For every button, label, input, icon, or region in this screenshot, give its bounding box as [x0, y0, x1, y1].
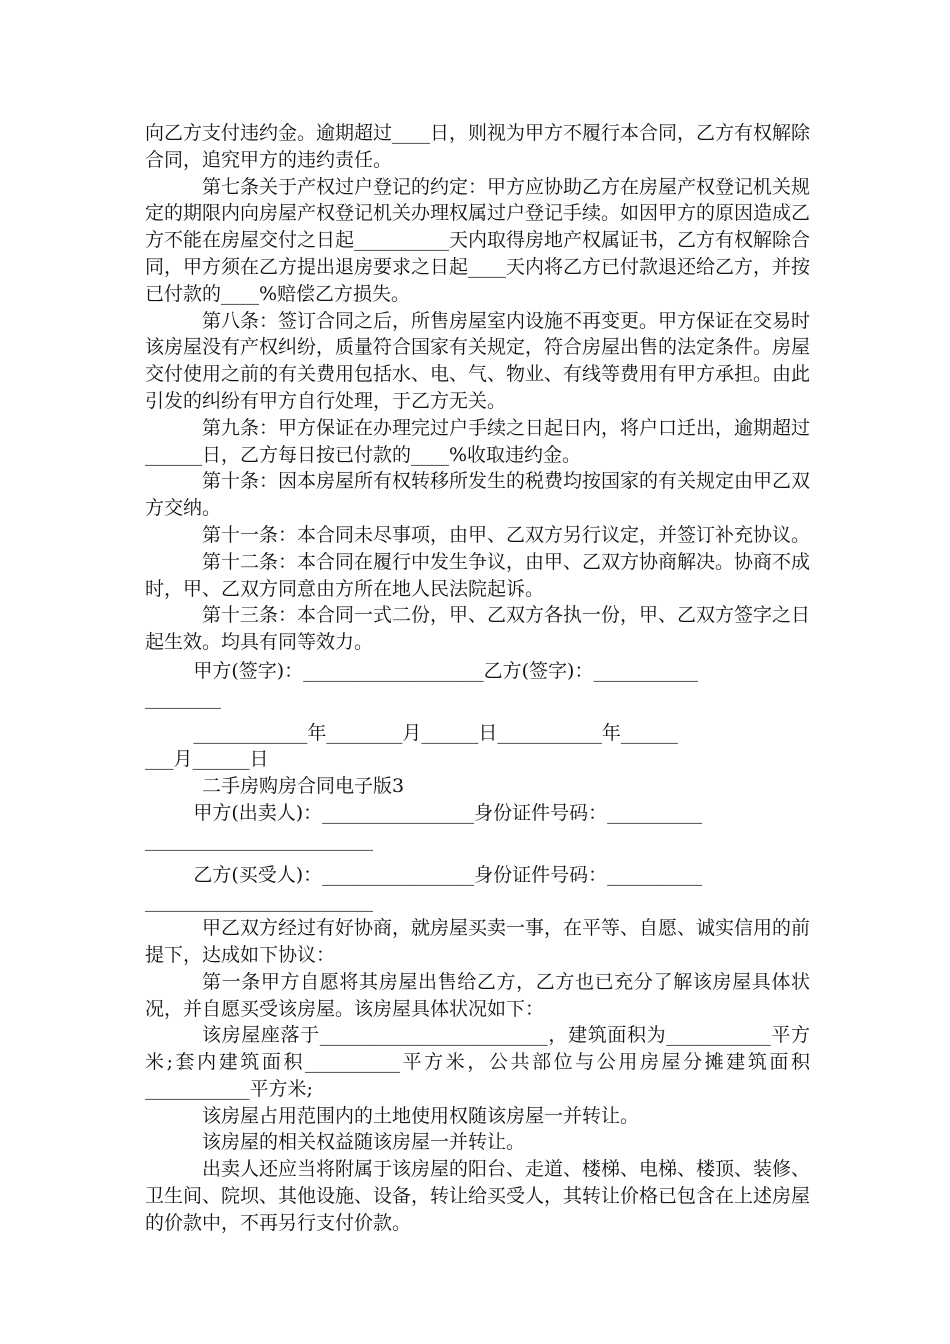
paragraph: 第十二条：本合同在履行中发生争议，由甲、乙双方协商解决。协商不成时，甲、乙双方同意由方所在地人民法院起诉。	[145, 550, 811, 600]
paragraph: 第十条：因本房屋所有权转移所发生的税费均按国家的有关规定由甲乙双方交纳。	[145, 470, 811, 520]
paragraph: 第十一条：本合同未尽事项，由甲、乙双方另行议定，并签订补充协议。	[202, 523, 811, 546]
section-title: 二手房购房合同电子版3	[202, 775, 405, 798]
paragraph: 该房屋占用范围内的土地使用权随该房屋一并转让。	[202, 1104, 640, 1127]
paragraph: 第十三条：本合同一式二份，甲、乙双方各执一份，甲、乙双方签字之日起生效。均具有同等效力。	[145, 604, 811, 654]
paragraph: 甲乙双方经过有好协商，就房屋买卖一事，在平等、自愿、诚实信用的前提下，达成如下协议：	[145, 917, 811, 966]
paragraph: 第七条关于产权过户登记的约定：甲方应协助乙方在房屋产权登记机关规定的期限内向房屋产权登记机关办理权属过户登记手续。如因甲方的原因造成乙方不能在房屋交付之日起__________天内取得房地产权属证书，乙方有权解除合同，甲方须在乙方提出退房要求之日起____天内将乙方已付款退还给乙方，并按已付款的____%赔偿乙方损失。	[145, 175, 811, 305]
paragraph: 第九条：甲方保证在办理完过户手续之日起日内，将户口迁出，逾期超过______日，乙方每日按已付款的____%收取违约金。	[145, 416, 811, 466]
paragraph: 出卖人还应当将附属于该房屋的阳台、走道、楼梯、电梯、楼顶、装修、卫生间、院坝、其他设施、设备，转让给买受人，其转让价格已包含在上述房屋的价款中，不再另行支付价款。	[145, 1158, 811, 1234]
buyer-line: ________________________	[145, 890, 373, 913]
seller-line: 甲方(出卖人)：________________身份证件号码：__________	[145, 801, 703, 824]
paragraph: 第八条：签订合同之后，所售房屋室内设施不再变更。甲方保证在交易时该房屋没有产权纠纷，质量符合国家有关规定，符合房屋出售的法定条件。房屋交付使用之前的有关费用包括水、电、气、物业、有线等费用有甲方承担。由此引发的纠纷有甲方自行处理，于乙方无关。	[145, 309, 811, 412]
paragraph: 该房屋的相关权益随该房屋一并转让。	[202, 1131, 526, 1154]
buyer-line: 乙方(买受人)：________________身份证件号码：__________	[145, 863, 703, 886]
party-block	[145, 800, 810, 915]
paragraph: 向乙方支付违约金。逾期超过____日，则视为甲方不履行本合同，乙方有权解除合同，追究甲方的违约责任。	[145, 122, 811, 171]
date-line: ____________年________月______日___________年______	[145, 721, 678, 744]
paragraph: 第一条甲方自愿将其房屋出售给乙方，乙方也已充分了解该房屋具体状况，并自愿买受该房屋。该房屋具体状况如下：	[145, 970, 810, 1020]
signature-line: 甲方(签字)：___________________乙方(签字)：___________	[145, 659, 698, 682]
seller-line: ________________________	[145, 828, 373, 851]
signature-line: ________	[145, 686, 221, 709]
paragraph: 该房屋座落于________________________，建筑面积为___________平方米;套内建筑面积__________平方米，公共部位与公用房屋分摊建筑面积___________平方米;	[145, 1024, 810, 1100]
date-line: ___月______日	[145, 748, 269, 771]
document-page	[145, 120, 810, 1237]
signature-block	[145, 658, 810, 773]
